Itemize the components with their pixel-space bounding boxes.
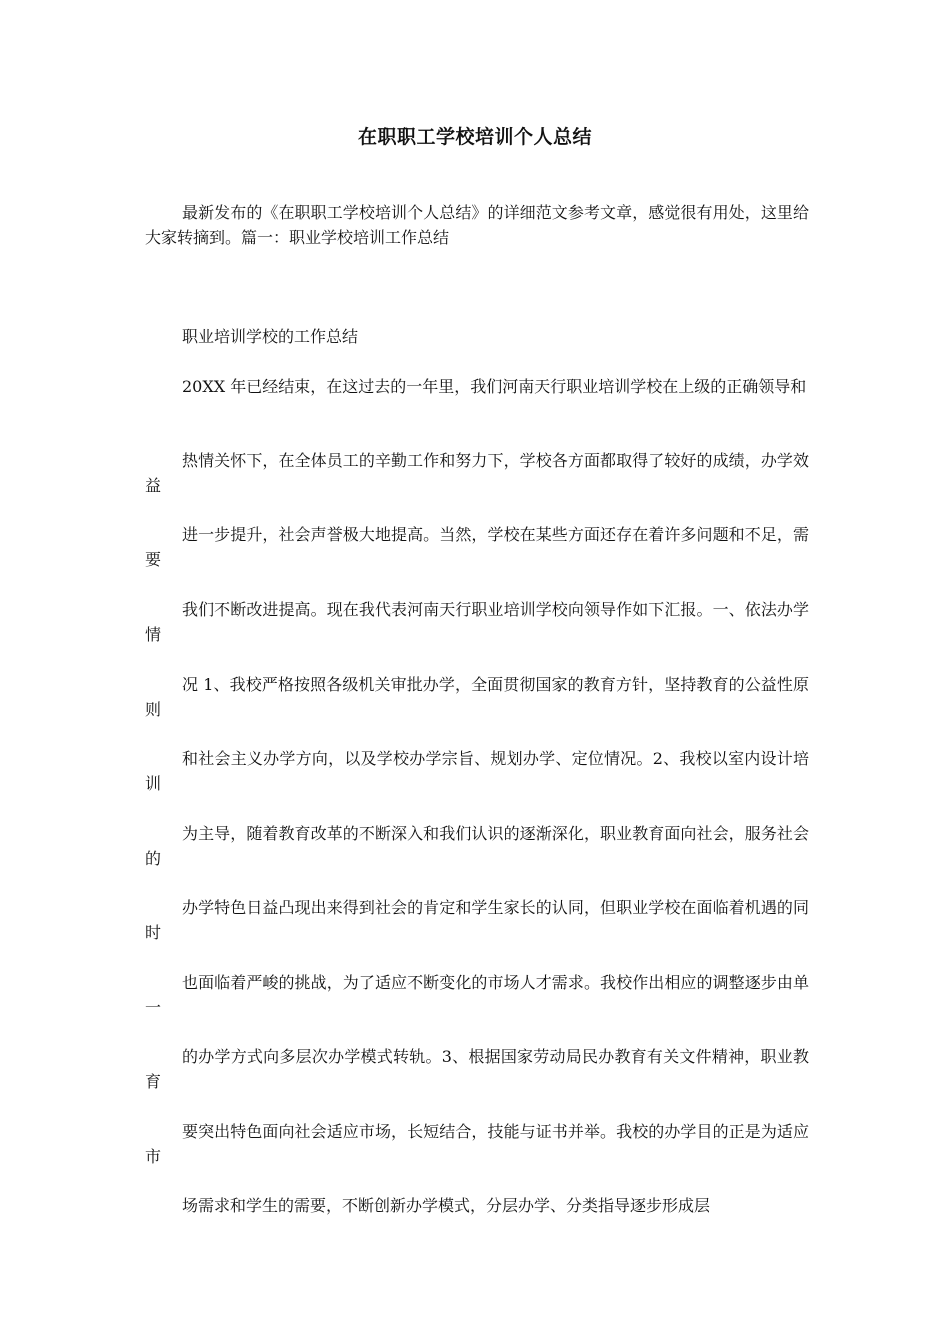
paragraph: 的办学方式向多层次办学模式转轨。3、根据国家劳动局民办教育有关文件精神，职业教育 <box>145 1047 809 1091</box>
paragraph: 办学特色日益凸现出来得到社会的肯定和学生家长的认同，但职业学校在面临着机遇的同时 <box>145 898 809 942</box>
paragraph: 场需求和学生的需要，不断创新办学模式，分层办学、分类指导逐步形成层 <box>182 1196 711 1215</box>
paragraph: 要突出特色面向社会适应市场，长短结合，技能与证书并举。我校的办学目的正是为适应市 <box>145 1122 809 1166</box>
paragraph: 和社会主义办学方向，以及学校办学宗旨、规划办学、定位情况。2、我校以室内设计培训 <box>145 749 809 793</box>
paragraph: 也面临着严峻的挑战，为了适应不断变化的市场人才需求。我校作出相应的调整逐步由单一 <box>145 973 809 1017</box>
paragraph: 20XX 年已经结束，在这过去的一年里，我们河南天行职业培训学校在上级的正确领导和 <box>182 377 807 396</box>
paragraph: 我们不断改进提高。现在我代表河南天行职业培训学校向领导作如下汇报。一、依法办学情 <box>145 600 809 644</box>
paragraph: 况 1、我校严格按照各级机关审批办学，全面贯彻国家的教育方针，坚持教育的公益性原则 <box>145 675 809 719</box>
document-title: 在职职工学校培训个人总结 <box>357 126 592 148</box>
paragraph-intro: 最新发布的《在职职工学校培训个人总结》的详细范文参考文章，感觉很有用处，这里给大家转摘到。篇一：职业学校培训工作总结 <box>145 203 809 247</box>
paragraph: 热情关怀下，在全体员工的辛勤工作和努力下，学校各方面都取得了较好的成绩，办学效益 <box>145 451 809 495</box>
paragraph: 为主导，随着教育改革的不断深入和我们认识的逐渐深化，职业教育面向社会，服务社会的 <box>145 824 809 868</box>
paragraph: 进一步提升，社会声誉极大地提高。当然，学校在某些方面还存在着许多问题和不足，需要 <box>145 525 809 569</box>
paragraph-subtitle: 职业培训学校的工作总结 <box>182 327 359 346</box>
